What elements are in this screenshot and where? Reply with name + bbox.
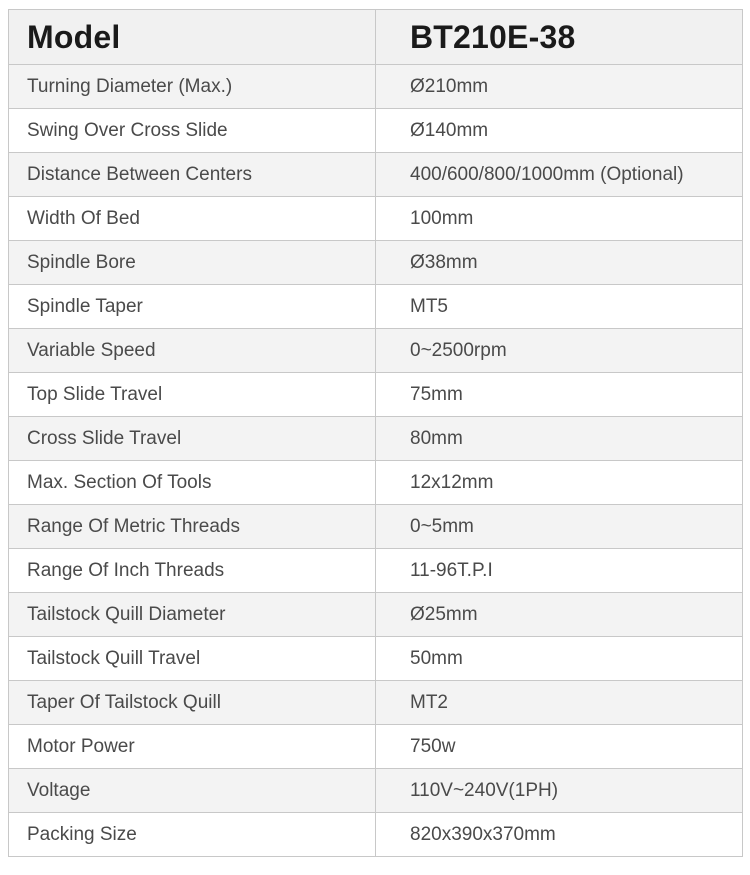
table-row [9, 285, 743, 329]
spec-label: Range Of Inch Threads [9, 549, 376, 593]
spec-value: Ø210mm [376, 65, 743, 109]
spec-value: 50mm [376, 637, 743, 681]
spec-value: Ø25mm [376, 593, 743, 637]
spec-value: 110V~240V(1PH) [376, 769, 743, 813]
table-row [9, 505, 743, 549]
table-row [9, 109, 743, 153]
spec-value: 0~2500rpm [376, 329, 743, 373]
spec-label: Range Of Metric Threads [9, 505, 376, 549]
spec-label: Packing Size [9, 813, 376, 857]
spec-value: 75mm [376, 373, 743, 417]
spec-label: Max. Section Of Tools [9, 461, 376, 505]
spec-label: Taper Of Tailstock Quill [9, 681, 376, 725]
spec-label: Spindle Bore [9, 241, 376, 285]
spec-label: Tailstock Quill Diameter [9, 593, 376, 637]
spec-value: 100mm [376, 197, 743, 241]
spec-value: 0~5mm [376, 505, 743, 549]
table-row [9, 681, 743, 725]
spec-value: 400/600/800/1000mm (Optional) [376, 153, 743, 197]
table-row [9, 153, 743, 197]
spec-label: Top Slide Travel [9, 373, 376, 417]
spec-value: 12x12mm [376, 461, 743, 505]
table-row [9, 725, 743, 769]
spec-label: Swing Over Cross Slide [9, 109, 376, 153]
spec-value: 750w [376, 725, 743, 769]
spec-label: Distance Between Centers [9, 153, 376, 197]
spec-label: Spindle Taper [9, 285, 376, 329]
table-row [9, 329, 743, 373]
spec-value: MT5 [376, 285, 743, 329]
spec-table [8, 9, 743, 857]
header-model-value: BT210E-38 [376, 10, 743, 65]
table-row [9, 417, 743, 461]
table-row [9, 241, 743, 285]
table-row [9, 461, 743, 505]
table-row [9, 637, 743, 681]
spec-value: Ø38mm [376, 241, 743, 285]
spec-label: Cross Slide Travel [9, 417, 376, 461]
spec-label: Turning Diameter (Max.) [9, 65, 376, 109]
spec-value: 11-96T.P.I [376, 549, 743, 593]
table-row [9, 593, 743, 637]
spec-value: Ø140mm [376, 109, 743, 153]
table-row [9, 769, 743, 813]
spec-label: Width Of Bed [9, 197, 376, 241]
table-row [9, 65, 743, 109]
spec-label: Tailstock Quill Travel [9, 637, 376, 681]
header-label: Model [9, 10, 376, 65]
spec-label: Motor Power [9, 725, 376, 769]
table-row [9, 549, 743, 593]
table-row [9, 373, 743, 417]
table-row [9, 813, 743, 857]
spec-label: Variable Speed [9, 329, 376, 373]
spec-value: 820x390x370mm [376, 813, 743, 857]
table-header-row [9, 10, 743, 65]
spec-value: 80mm [376, 417, 743, 461]
spec-value: MT2 [376, 681, 743, 725]
table-row [9, 197, 743, 241]
spec-label: Voltage [9, 769, 376, 813]
